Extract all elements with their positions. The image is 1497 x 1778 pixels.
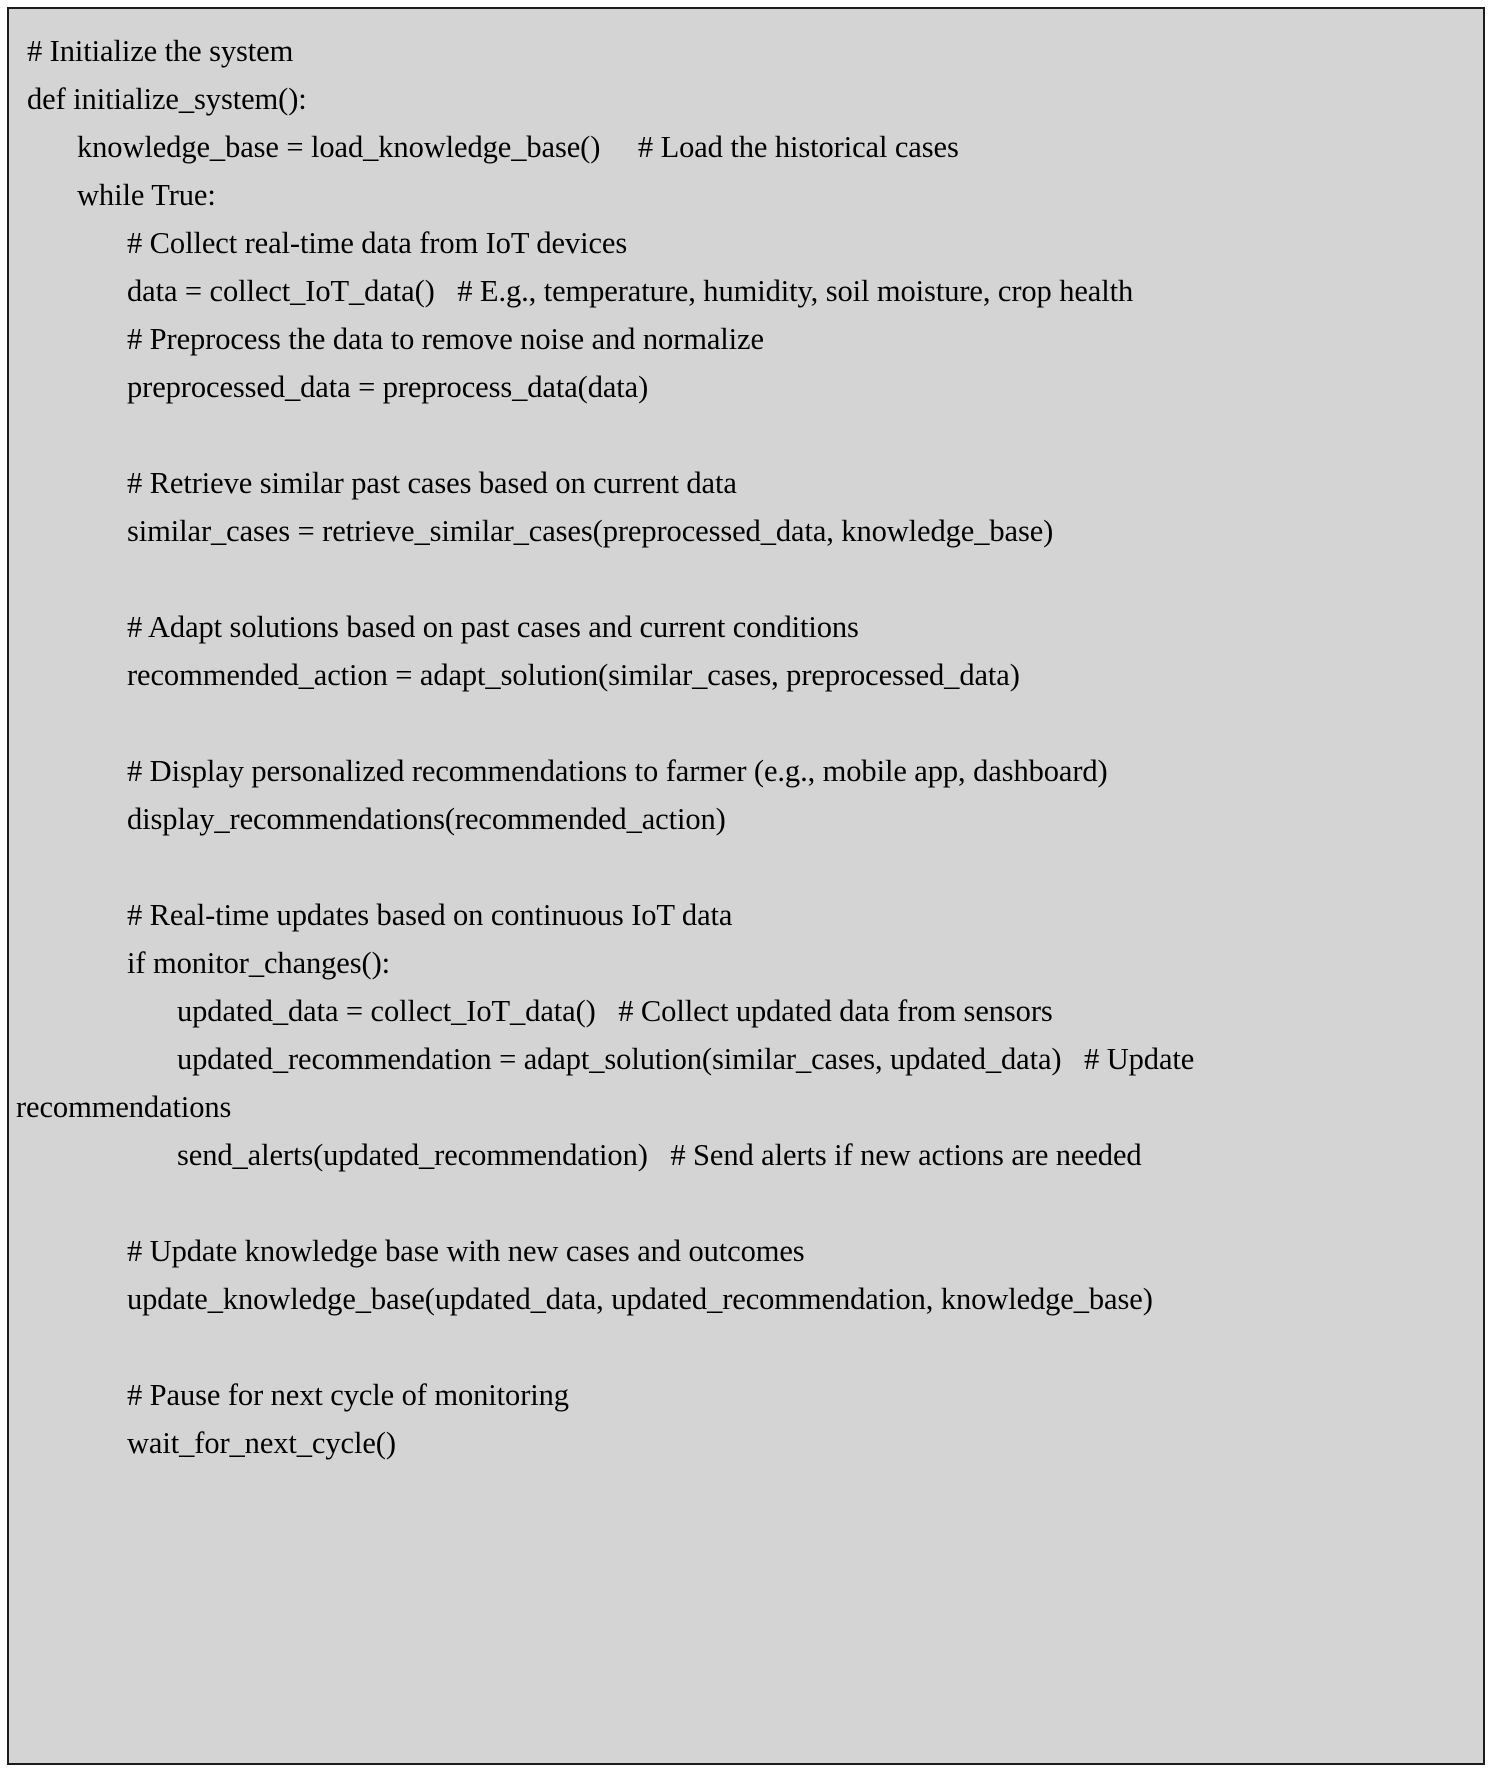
code-line: send_alerts(updated_recommendation) # Send alerts if new actions are needed	[177, 1138, 1142, 1172]
code-line: display_recommendations(recommended_action)	[127, 802, 726, 836]
code-line: data = collect_IoT_data() # E.g., temperature, humidity, soil moisture, crop health	[127, 274, 1134, 308]
code-line-blank	[27, 1323, 1471, 1371]
code-line: updated_recommendation = adapt_solution(similar_cases, updated_data) # Update	[177, 1042, 1195, 1076]
code-line-blank	[27, 699, 1471, 747]
code-line: def initialize_system():	[27, 82, 307, 116]
code-line: # Retrieve similar past cases based on current data	[127, 466, 737, 500]
code-line: updated_data = collect_IoT_data() # Collect updated data from sensors	[177, 994, 1053, 1028]
code-line: wait_for_next_cycle()	[127, 1426, 396, 1460]
code-line: # Collect real-time data from IoT devices	[127, 226, 628, 260]
code-line-blank	[27, 1179, 1471, 1227]
code-line: knowledge_base = load_knowledge_base() # Load the historical cases	[77, 130, 959, 164]
code-line: similar_cases = retrieve_similar_cases(preprocessed_data, knowledge_base)	[127, 514, 1054, 548]
code-listing	[9, 9, 1483, 1477]
code-line: preprocessed_data = preprocess_data(data)	[127, 370, 649, 404]
code-line: recommended_action = adapt_solution(similar_cases, preprocessed_data)	[127, 658, 1020, 692]
code-line: # Adapt solutions based on past cases and current conditions	[127, 610, 859, 644]
code-line: # Update knowledge base with new cases and outcomes	[127, 1234, 805, 1268]
code-line: # Preprocess the data to remove noise and normalize	[127, 322, 764, 356]
code-line: while True:	[77, 178, 216, 212]
code-line: # Display personalized recommendations to farmer (e.g., mobile app, dashboard)	[127, 754, 1108, 788]
code-line: # Initialize the system	[27, 34, 294, 68]
code-line-blank	[27, 411, 1471, 459]
code-line: update_knowledge_base(updated_data, updated_recommendation, knowledge_base)	[127, 1282, 1153, 1316]
code-line: # Real-time updates based on continuous IoT data	[127, 898, 733, 932]
code-line-blank	[27, 843, 1471, 891]
code-line: if monitor_changes():	[127, 946, 391, 980]
code-figure-box	[7, 7, 1485, 1765]
code-line: recommendations	[16, 1090, 232, 1124]
code-line: # Pause for next cycle of monitoring	[127, 1378, 569, 1412]
code-line-blank	[27, 555, 1471, 603]
